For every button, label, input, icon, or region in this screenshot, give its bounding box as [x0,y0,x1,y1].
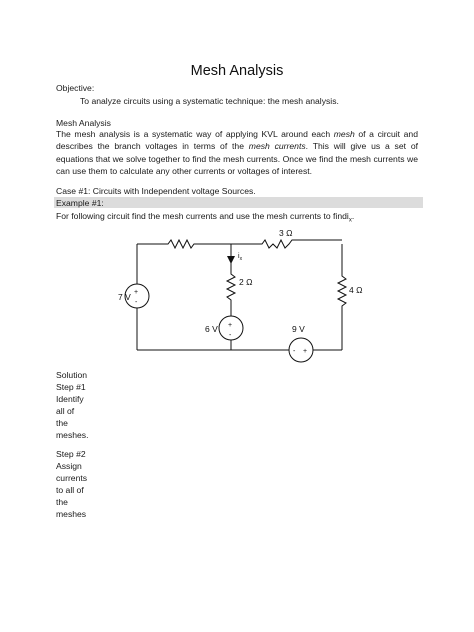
page-title: Mesh Analysis [190,63,284,79]
solution-step2-column [56,448,96,521]
instruction-end: . [351,211,355,221]
step1-line-0: Step #1 [56,382,86,393]
step2-line-5: meshes [56,509,87,520]
objective-text: To analyze circuits using a systematic technique: the mesh analysis. [80,96,339,106]
label-ix: $i_x$ [238,253,243,262]
step2-line-4: the [56,497,68,508]
label-9v: 9 V [292,324,305,334]
step2-line-0: Step #2 [56,449,86,459]
right-source-minus: - [293,348,296,355]
label-7v: 7 V [118,292,131,302]
instruction-text: For following circuit find the mesh currents and use the mesh currents to findi [56,211,349,221]
example-label: Example #1: [56,198,104,208]
label-3-ohm: 3 Ω [279,228,293,238]
para-mesh-currents-term: mesh currents [248,141,306,152]
objective-heading: Objective: [56,83,95,93]
step2-line-3: to all of [56,485,84,496]
left-source-plus: + [134,289,139,296]
para-part-3: . This will give us a set of equations that we solve together to find the mesh currents. Once we find the mesh currents we can use them to calculate any other currents or voltages of interest. [56,141,418,176]
para-mesh-term: mesh [333,129,355,139]
right-source-plus: + [303,348,308,355]
label-4-ohm: 4 Ω [349,285,363,295]
step1-line-4: meshes. [56,430,89,441]
instruction-subscript: x [348,217,352,224]
solution-step1-column [56,369,96,442]
solution-heading: Solution [56,370,88,380]
step2-line-1: Assign [56,461,82,472]
middle-source-plus: + [228,322,233,329]
current-arrow-icon [227,256,235,264]
para-part-1: The mesh analysis is a systematic way of applying KVL around each [56,129,334,139]
label-2-ohm: 2 Ω [239,277,253,287]
right-wire [338,244,346,350]
case1-heading: Case #1: Circuits with Independent voltage Sources. [56,186,256,196]
step1-line-3: the [56,418,68,429]
label-6v: 6 V [205,324,218,334]
mesh-analysis-heading: Mesh Analysis [56,118,111,128]
step2-line-2: currents [56,473,88,484]
step1-line-2: all of [56,406,75,417]
para-part-2: of a circuit and describes the branch voltages in terms of the [56,129,418,152]
left-source-minus: - [135,299,138,306]
top-wire [137,240,342,248]
middle-source-minus: - [229,332,232,339]
step1-line-1: Identify [56,394,84,405]
